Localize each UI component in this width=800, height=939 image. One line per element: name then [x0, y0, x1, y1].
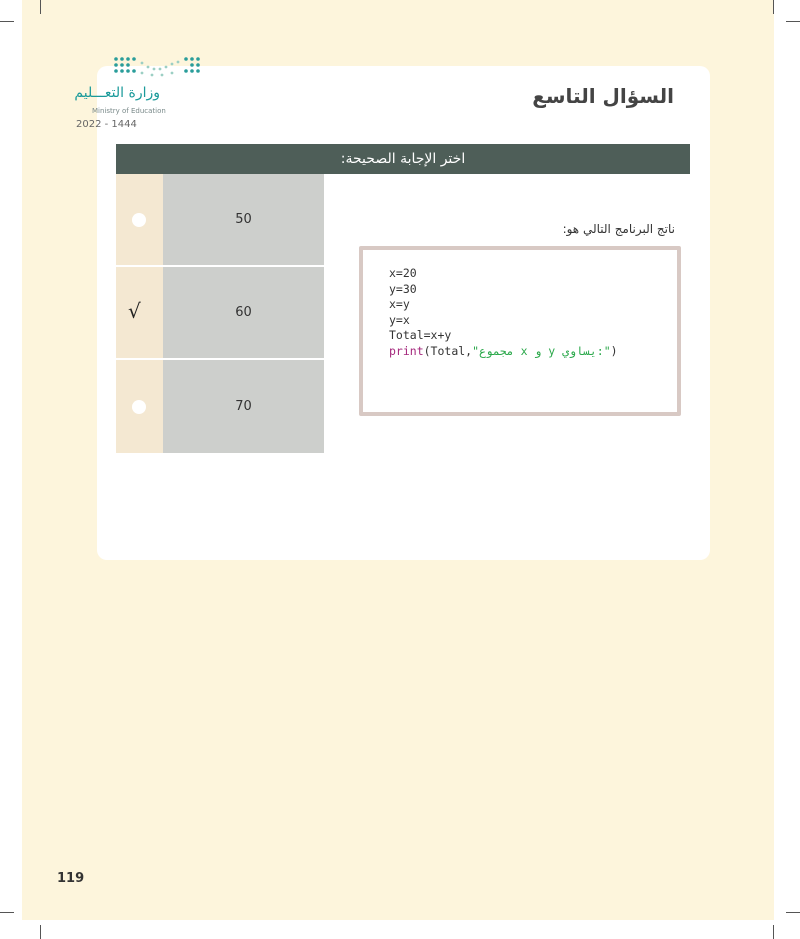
- code-block: [389, 266, 618, 359]
- logo-arabic-text: وزارة التعـــليم: [74, 85, 160, 101]
- print-args: (Total,: [423, 343, 473, 358]
- logo-dots-icon: [112, 55, 202, 81]
- code-line: y=x: [389, 312, 410, 327]
- checkmark-icon[interactable]: √: [128, 298, 141, 323]
- code-box: [359, 246, 681, 416]
- crop-mark-top-left-h: [0, 21, 14, 22]
- crop-mark-top-right: [773, 0, 774, 14]
- crop-mark-bottom-left: [40, 925, 41, 939]
- code-line: x=20: [389, 266, 417, 280]
- code-line: Total=x+y: [389, 328, 452, 342]
- crop-mark-top-right-h: [786, 21, 800, 22]
- print-close: ): [610, 343, 618, 358]
- option-check-cell: [116, 267, 163, 358]
- option-value: 60: [163, 267, 324, 358]
- option-row-3[interactable]: [116, 360, 324, 453]
- print-string: "مجموع x و y يساوي:": [472, 343, 611, 358]
- instruction-bar: [116, 144, 690, 174]
- crop-mark-bottom-right: [773, 925, 774, 939]
- option-row-2[interactable]: [116, 267, 324, 358]
- logo-year: 2022 - 1444: [76, 119, 137, 130]
- option-row-1[interactable]: [116, 174, 324, 265]
- option-check-cell: [116, 360, 163, 453]
- crop-mark-top-left: [40, 0, 41, 14]
- option-value: 70: [163, 360, 324, 453]
- instruction-text: اختر الإجابة الصحيحة:: [340, 151, 466, 167]
- radio-circle-icon[interactable]: [132, 213, 146, 227]
- question-title: السؤال التاسع: [532, 84, 674, 108]
- option-check-cell: [116, 174, 163, 265]
- question-card: [97, 66, 710, 560]
- page-number: 119: [57, 871, 85, 886]
- radio-circle-icon[interactable]: [132, 400, 146, 414]
- crop-mark-bottom-right-h: [786, 912, 800, 913]
- options-column: [116, 174, 324, 453]
- ministry-logo: [74, 55, 232, 135]
- option-value: 50: [163, 174, 324, 265]
- code-line: y=30: [389, 281, 417, 296]
- print-keyword: print: [389, 343, 424, 358]
- crop-mark-bottom-left-h: [0, 912, 14, 913]
- logo-english-text: Ministry of Education: [92, 107, 166, 115]
- question-text: ناتج البرنامج التالي هو:: [562, 222, 675, 236]
- code-line: x=y: [389, 297, 410, 311]
